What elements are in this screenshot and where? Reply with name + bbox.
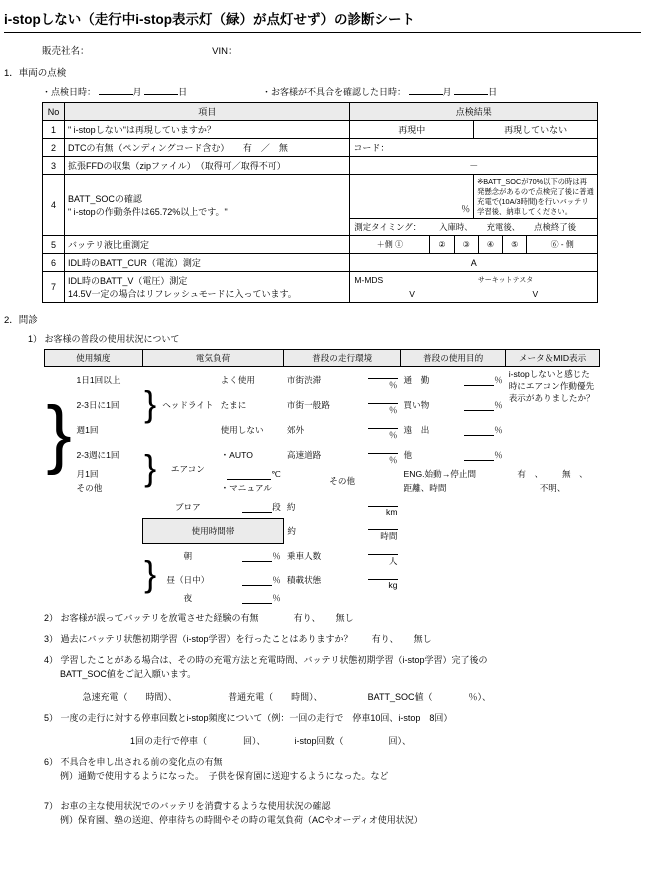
q6-example: 例）通勤で使用するようになった。 子供を保育園に送迎するようになった。など [60, 770, 389, 781]
frequency-brace: } [46, 390, 72, 476]
row2-item: DTCの有無（ペンディングコード含む） 有 ／ 無 [64, 139, 349, 157]
cargo-label: 積載状態 [286, 574, 322, 585]
meter-opt-no[interactable]: 無 、 [561, 469, 588, 480]
blower-input[interactable]: 段 [218, 495, 284, 518]
aircon-opt-auto[interactable]: ・AUTO [220, 449, 253, 460]
row2-code-input[interactable]: コード： [350, 139, 598, 157]
env-opt-4: 高速道路 [286, 449, 322, 460]
inspection-dates [0, 85, 645, 98]
dist-time-label: 距離、時間 [403, 483, 447, 494]
section1-title: 車両の点検 [18, 68, 67, 79]
q5-answers [130, 735, 645, 749]
usage-row [45, 495, 600, 518]
row7-item-line2: 14.5V一定の場合はリフレッシュモードに入っています。 [67, 289, 297, 300]
headlight-opt-1[interactable]: よく使用 [220, 374, 255, 385]
title-divider [4, 32, 641, 33]
usage-time-input-3[interactable]: ％ [218, 591, 284, 605]
blower-label: ブロア [174, 501, 201, 512]
env-other[interactable]: その他 [329, 476, 356, 487]
q1-label: 1） [28, 334, 43, 345]
aircon-brace: } [144, 447, 157, 489]
cargo-input[interactable]: kg [359, 568, 400, 591]
purpose-input-3[interactable]: ％ [460, 417, 506, 442]
approx-dist-row [284, 495, 359, 518]
seller-label: 販売社名： [42, 46, 90, 57]
headlight-label: ヘッドライト [162, 399, 214, 410]
headlight-opt-3[interactable]: 使用しない [220, 424, 264, 435]
header-frequency: 使用頻度 [45, 350, 143, 367]
header-no: No [43, 103, 65, 121]
q5-istop-count[interactable]: i-stop回数（ 回）、 [294, 736, 412, 746]
row5-col-6[interactable]: ⑥ - 側 [550, 240, 574, 250]
usage-table [44, 349, 600, 605]
row6-no: 6 [43, 254, 65, 272]
approx-time-row [284, 518, 359, 543]
q3-label: 3） [44, 634, 59, 645]
row3-result: － [350, 157, 598, 175]
time-input[interactable]: 時間 [359, 518, 400, 543]
table-row [43, 139, 598, 157]
approx-dist-label: 約 [286, 501, 296, 512]
usage-row [45, 543, 600, 568]
usage-row [45, 591, 600, 605]
headlight-opt-2[interactable]: たまに [220, 399, 247, 410]
header-purpose: 普段の使用目的 [401, 350, 506, 367]
usage-row [45, 568, 600, 591]
section2-number: 2． [4, 315, 19, 327]
row7-item-line1: IDL時のBATT_V（電圧）測定 [67, 276, 188, 287]
purpose-input-4[interactable]: ％ [460, 442, 506, 467]
env-input-2[interactable]: ％ [359, 392, 400, 417]
row4-timing [350, 219, 598, 236]
env-opt-1: 市街渋滞 [286, 374, 322, 385]
row4-item [64, 175, 349, 236]
frequency-opt-2[interactable]: 2-3日に1回 [76, 399, 120, 410]
customer-date-field [262, 85, 497, 98]
customer-date-label: ・お客様が不具合を確認した日時： [262, 87, 407, 97]
customer-day-input[interactable] [454, 94, 488, 95]
env-input-4[interactable]: ％ [359, 442, 400, 467]
vin-label: VIN： [212, 46, 238, 57]
q2-no[interactable]: 無し [335, 613, 354, 624]
row4-timing-opt-1[interactable]: 入庫時、 [439, 222, 473, 233]
usage-row [45, 518, 600, 543]
row7-mmds-input[interactable]: V [409, 289, 415, 300]
row4-no: 4 [43, 175, 65, 236]
inspection-date-field [42, 85, 262, 98]
q3-item [44, 633, 645, 647]
headlight-brace: } [144, 383, 157, 425]
purpose-opt-3: 遠 出 [403, 424, 430, 435]
q5-text: 一度の走行に対する停車回数とi-stop頻度について（例：一回の走行で 停車10回、i-stop 8回） [60, 713, 453, 724]
header-electric-load: 電気負荷 [142, 350, 284, 367]
env-opt-2: 市街一般路 [286, 399, 330, 410]
usage-time-2: 昼（日中） [166, 574, 210, 585]
q1-text: お客様の普段の使用状況について [44, 334, 180, 345]
usage-row [45, 367, 600, 393]
row1-result-reproducing[interactable]: 再現中 [350, 121, 474, 139]
row4-note: ※BATT_SOCが70%以下の時は再発懸念があるので点検完了後に普通充電で(10A/3時間)を行いバッテリ学習後、納車してください。 [474, 175, 598, 219]
q3-yes[interactable]: 有り、 [371, 634, 399, 645]
row2-no: 2 [43, 139, 65, 157]
aircon-temp-input[interactable]: ℃ [218, 467, 284, 481]
frequency-opt-3[interactable]: 週1回 [76, 424, 99, 435]
row4-item-line1: BATT_SOCの確認 [67, 194, 142, 205]
row5-cells [350, 236, 598, 254]
document-page [0, 8, 645, 883]
q4-line1: 学習したことがある場合は、その時の充電方法と充電時間、バッテリ状態初期学習（i-stop学習）完了後の [60, 655, 488, 666]
section2-heading [4, 312, 645, 326]
row5-col-2[interactable]: ② [430, 236, 454, 253]
row4-unit: ％ [461, 204, 471, 215]
q4-line2: BATT_SOC値をご記入願います。 [60, 669, 197, 680]
row7-mmds-label: M-MDS [354, 275, 384, 286]
usage-time-input-2[interactable]: ％ [218, 568, 284, 591]
table-row [43, 157, 598, 175]
q2-item [44, 612, 645, 626]
purpose-opt-2: 買い物 [403, 399, 430, 410]
row3-item: 拡張FFDの収集（zipファイル） （取得可／取得不可） [64, 157, 349, 175]
aircon-label: エアコン [170, 463, 205, 474]
frequency-opt-1[interactable]: 1日1回以上 [76, 374, 121, 385]
row4-timing-opt-2[interactable]: 充電後、 [486, 222, 521, 233]
row7-item [64, 272, 349, 303]
purpose-input-1[interactable]: ％ [460, 367, 506, 393]
q7-example: 例）保育園、塾の送迎、停車待ちの時間やその時の電気負荷（ACやオーディオ使用状況） [60, 814, 423, 825]
usage-header-row [45, 350, 600, 367]
row4-soc-input[interactable] [350, 175, 474, 219]
aircon-opt-manual[interactable]: ・マニュアル [220, 483, 272, 494]
meter-question: i-stopしないと感じた時にエアコン作動優先表示がありましたか？ [508, 369, 595, 403]
q6-text: 不具合を申し出される前の変化点の有無 [60, 756, 223, 767]
q5-label: 5） [44, 713, 59, 724]
q6-item [44, 756, 645, 784]
occupants-label: 乗車人数 [286, 550, 322, 561]
row4-timing-label: 測定タイミング： [354, 222, 422, 233]
usage-time-3: 夜 [183, 593, 193, 604]
table-row [43, 236, 598, 254]
meter-opt-unknown[interactable]: 不明、 [539, 483, 566, 494]
row1-no: 1 [43, 121, 65, 139]
section1-heading [4, 65, 645, 79]
frequency-opt-4[interactable]: 2-3週に1回 [76, 449, 120, 460]
row4-item-line2: " i-stopの作動条件は65.72%以上です。" [67, 207, 228, 218]
approx-time-label: 約 [287, 525, 296, 536]
q7-text: お車の主な使用状況でのバッテリを消費するような使用状況の確認 [60, 800, 331, 811]
table-row [43, 272, 598, 303]
usage-row [45, 467, 600, 481]
row1-result-not-reproducing[interactable]: 再現していない [474, 121, 598, 139]
usage-time-brace: } [144, 553, 157, 595]
q1-heading [28, 332, 645, 345]
seller-vin-row [0, 43, 645, 57]
section1-number: 1． [4, 68, 19, 79]
purpose-opt-1: 通 勤 [403, 374, 430, 385]
table-row [43, 121, 598, 139]
q4-fast-charge[interactable]: 急速充電（ 時間）、 [82, 692, 178, 703]
meter-opt-yes[interactable]: 有 、 [517, 469, 544, 480]
table-row [43, 175, 598, 219]
q5-item [44, 712, 645, 749]
q4-answers [60, 691, 645, 705]
occupants-input[interactable]: 人 [359, 543, 400, 568]
env-opt-3: 郊外 [286, 424, 305, 435]
q4-normal-charge[interactable]: 普通充電（ 時間）、 [228, 692, 323, 703]
q7-label: 7） [44, 800, 59, 811]
day-unit-2: 日 [488, 87, 498, 97]
usage-time-1: 朝 [183, 551, 193, 562]
row6-item: IDL時のBATT_CUR（電流）測定 [64, 254, 349, 272]
page-title: i-stopしない（走行中i-stop表示灯（緑）が点灯せず）の診断シート [4, 12, 415, 27]
row3-no: 3 [43, 157, 65, 175]
env-input-1[interactable]: ％ [359, 367, 400, 393]
q6-label: 6） [44, 756, 59, 767]
q7-item [44, 800, 645, 828]
purpose-opt-4: 他 [403, 449, 413, 460]
frequency-opt-6[interactable]: その他 [76, 483, 103, 494]
eng-start-stop-label: ENG.始動→停止間 [403, 469, 477, 480]
q3-no[interactable]: 無し [413, 634, 432, 645]
usage-time-header: 使用時間帯 [142, 518, 284, 543]
header-driving-env: 普段の走行環境 [284, 350, 401, 367]
header-meter-mid: メータ＆MID表示 [506, 350, 600, 367]
row7-tester-label: サーキットテスタ [477, 277, 534, 285]
table-row [43, 254, 598, 272]
row5-no: 5 [43, 236, 65, 254]
inspection-day-input[interactable] [144, 94, 178, 95]
q4-soc-value[interactable]: BATT_SOC値（ ％）、 [367, 692, 491, 703]
row5-col-1[interactable]: ＋側 ① [350, 236, 429, 253]
dist-input[interactable]: km [359, 495, 400, 518]
row7-tester-input[interactable]: V [532, 289, 539, 300]
month-unit-2: 月 [442, 87, 452, 97]
q2-yes[interactable]: 有り、 [293, 613, 321, 624]
q4-label: 4） [44, 655, 59, 666]
month-unit: 月 [132, 87, 142, 97]
q4-item [44, 654, 645, 705]
env-input-3[interactable]: ％ [359, 417, 400, 442]
q2-label: 2） [44, 613, 59, 624]
usage-time-input-1[interactable]: ％ [218, 543, 284, 568]
row7-no: 7 [43, 272, 65, 303]
row5-col-3[interactable]: ③ [454, 236, 478, 253]
inspection-date-label: ・点検日時： [42, 87, 97, 97]
table-header-row [43, 103, 598, 121]
row5-item: バッテリ液比重測定 [64, 236, 349, 254]
header-item: 項目 [64, 103, 349, 121]
row4-timing-opt-3[interactable]: 点検終了後 [534, 222, 576, 233]
row1-item: " i-stopしない"は再現していますか？ [64, 121, 349, 139]
section2-title: 問診 [18, 315, 38, 327]
header-result: 点検結果 [350, 103, 598, 121]
inspection-month-input[interactable] [99, 94, 133, 95]
q5-stop-count[interactable]: 1回の走行で停車（ 回）、 [130, 736, 266, 746]
inspection-table [42, 102, 598, 303]
day-unit: 日 [178, 87, 188, 97]
row7-results [350, 272, 598, 303]
frequency-opt-5[interactable]: 月1回 [76, 469, 99, 480]
row5-col-5[interactable]: ⑤ [503, 236, 527, 253]
purpose-input-2[interactable]: ％ [460, 392, 506, 417]
q2-text: お客様が誤ってバッテリを放電させた経験の有無 [60, 613, 259, 624]
row5-col-4[interactable]: ④ [478, 236, 502, 253]
row6-result[interactable]: A [350, 254, 598, 272]
questions-list [44, 612, 645, 827]
meter-opts [506, 467, 600, 481]
customer-month-input[interactable] [409, 94, 443, 95]
q3-text: 過去にバッテリ状態初期学習（i-stop学習）を行ったことはありますか？ [60, 634, 353, 645]
